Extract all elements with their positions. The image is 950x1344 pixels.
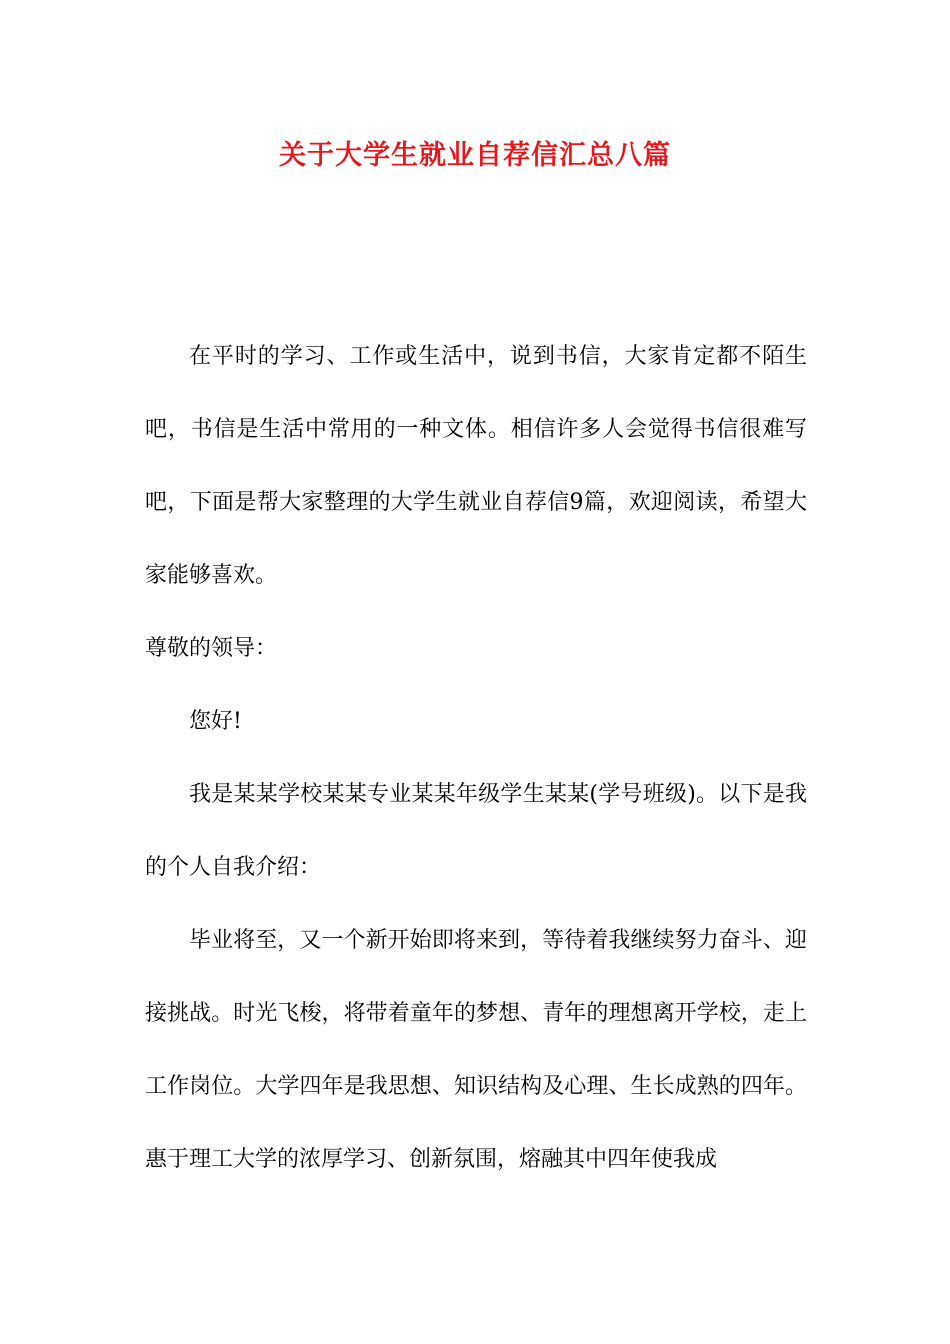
document-body xyxy=(145,320,807,1196)
paragraph-salutation: 尊敬的领导： xyxy=(145,636,278,661)
document-title: 关于大学生就业自荐信汇总八篇 xyxy=(279,140,671,171)
paragraph-graduation: 毕业将至，又一个新开始即将来到，等待着我继续努力奋斗、迎接挑战。时光飞梭，将带着童年的梦想、青年的理想离开学校，走上工作岗位。大学四年是我思想、知识结构及心理、生长成熟的四年。惠于理工大学的浓厚学习、创新氛围，熔融其中四年使我成 xyxy=(145,928,807,1172)
paragraph-self-intro: 我是某某学校某某专业某某年级学生某某(学号班级)。以下是我的个人自我介绍： xyxy=(145,782,807,880)
paragraph-intro: 在平时的学习、工作或生活中，说到书信，大家肯定都不陌生吧，书信是生活中常用的一种文体。相信许多人会觉得书信很难写吧，下面是帮大家整理的大学生就业自荐信9篇，欢迎阅读，希望大家能够喜欢。 xyxy=(145,344,807,588)
paragraph-greeting: 您好! xyxy=(189,709,242,734)
